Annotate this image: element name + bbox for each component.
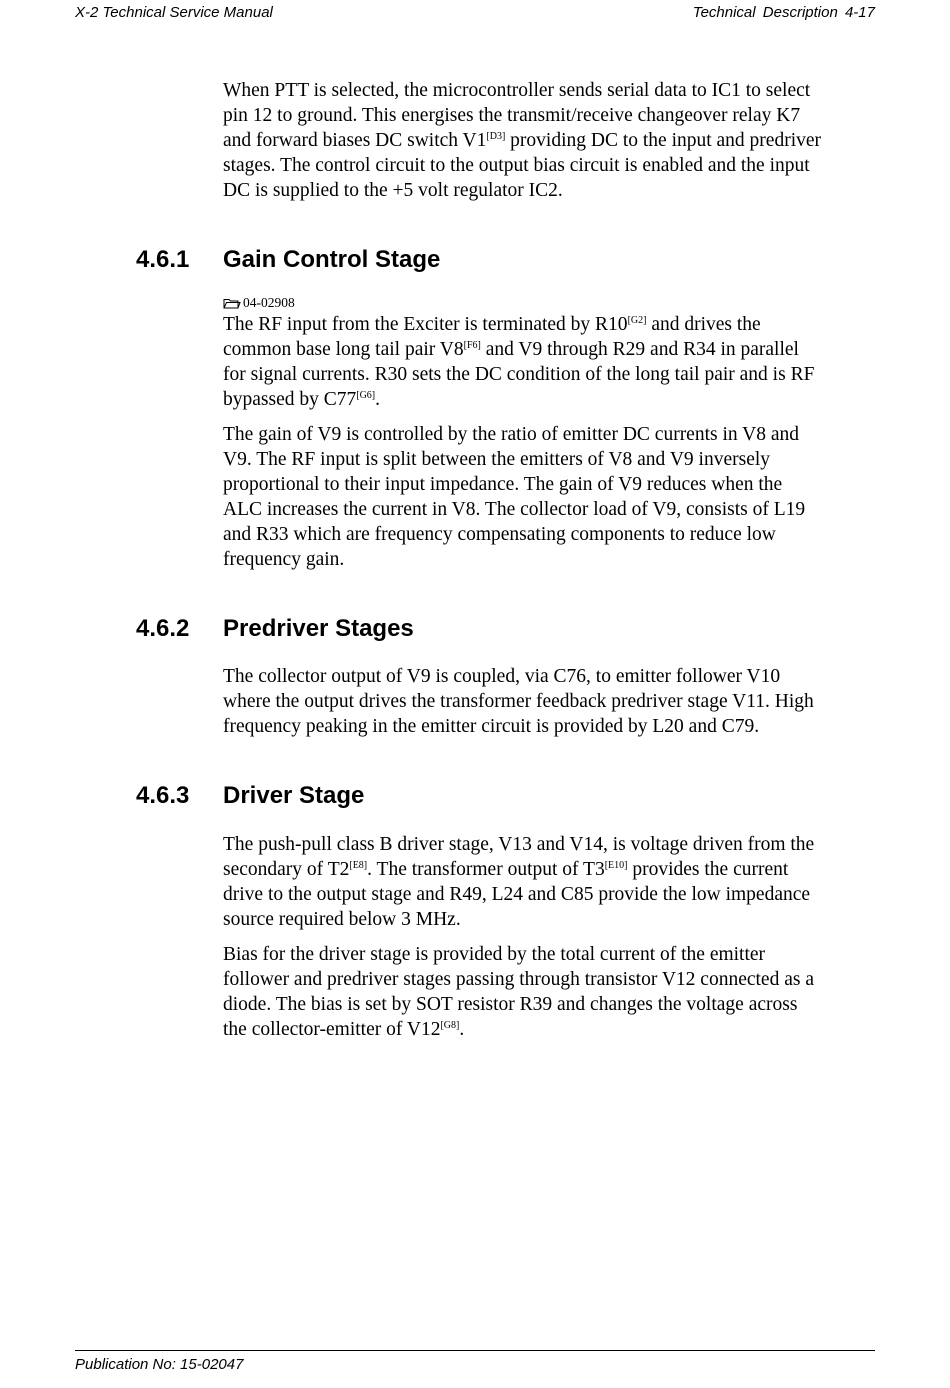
text-line: When PTT is selected, the microcontroller sends serial data to IC1 to select — [223, 80, 811, 101]
text-line: Bias for the driver stage is provided by the total current of the emitter — [223, 944, 766, 965]
grid-reference: [G2] — [627, 315, 647, 326]
text-line: The RF input from the Exciter is terminated by R10 — [223, 314, 628, 335]
text-line: The gain of V9 is controlled by the ratio of emitter DC currents in V8 and — [223, 424, 800, 445]
grid-reference: [D3] — [486, 131, 506, 142]
text-line: where the output drives the transformer feedback predriver stage V11. High — [223, 691, 814, 712]
section-heading-driver — [136, 781, 364, 811]
text-line: bypassed by C77 — [223, 389, 357, 410]
footer-publication-number: Publication No: 15-02047 — [75, 1356, 244, 1373]
section-number: 4.6.1 — [136, 246, 190, 273]
text-line: and forward biases DC switch V1 — [223, 130, 487, 151]
intro-paragraph — [223, 78, 873, 203]
text-line: frequency peaking in the emitter circuit is provided by L20 and C79. — [223, 716, 760, 737]
drawing-number: 04-02908 — [243, 295, 295, 310]
grid-reference: [E10] — [604, 860, 628, 871]
driver-paragraph-2 — [223, 942, 873, 1042]
text-line: common base long tail pair V8 — [223, 339, 464, 360]
text-line: source required below 3 MHz. — [223, 909, 461, 930]
section-heading-gain-control — [136, 245, 440, 275]
text-line: The collector output of V9 is coupled, via C76, to emitter follower V10 — [223, 666, 781, 687]
text-line: . The transformer output of T3 — [367, 859, 605, 880]
gain-control-paragraph-2 — [223, 422, 873, 572]
text-line: diode. The bias is set by SOT resistor R39 and changes the voltage across — [223, 994, 798, 1015]
text-line: follower and predriver stages passing through transistor V12 connected as a — [223, 969, 814, 990]
gain-control-paragraph-1 — [223, 312, 873, 412]
section-title: Driver Stage — [223, 782, 365, 809]
text-line: and drives the — [646, 314, 761, 335]
text-line: DC is supplied to the +5 volt regulator IC2. — [223, 180, 563, 201]
text-line: drive to the output stage and R49, L24 and C85 provide the low impedance — [223, 884, 811, 905]
text-line: . — [459, 1019, 465, 1040]
grid-reference: [G8] — [440, 1020, 460, 1031]
text-line: and V9 through R29 and R34 in parallel — [480, 339, 799, 360]
section-title: Predriver Stages — [223, 615, 414, 642]
folder-icon — [223, 297, 241, 309]
driver-paragraph-1 — [223, 832, 873, 932]
header-manual-title: X-2 Technical Service Manual — [75, 4, 273, 21]
drawing-reference — [223, 295, 295, 311]
grid-reference: [E8] — [349, 860, 368, 871]
text-line: frequency gain. — [223, 549, 345, 570]
footer-divider — [75, 1350, 875, 1351]
text-line: providing DC to the input and predriver — [505, 130, 822, 151]
text-line: V9. The RF input is split between the emitters of V8 and V9 inversely — [223, 449, 771, 470]
header-page-label: Technical Description 4-17 — [692, 4, 875, 21]
section-number: 4.6.3 — [136, 782, 190, 809]
section-number: 4.6.2 — [136, 615, 190, 642]
text-line: pin 12 to ground. This energises the transmit/receive changeover relay K7 — [223, 105, 801, 126]
text-line: The push-pull class B driver stage, V13 and V14, is voltage driven from the — [223, 834, 815, 855]
text-line: for signal currents. R30 sets the DC condition of the long tail pair and is RF — [223, 364, 815, 385]
text-line: secondary of T2 — [223, 859, 350, 880]
text-line: ALC increases the current in V8. The collector load of V9, consists of L19 — [223, 499, 806, 520]
grid-reference: [G6] — [356, 390, 376, 401]
text-line: provides the current — [627, 859, 789, 880]
text-line: . — [375, 389, 381, 410]
text-line: and R33 which are frequency compensating components to reduce low — [223, 524, 776, 545]
text-line: proportional to their input impedance. The gain of V9 reduces when the — [223, 474, 783, 495]
text-line: stages. The control circuit to the output bias circuit is enabled and the input — [223, 155, 810, 176]
text-line: the collector-emitter of V12 — [223, 1019, 441, 1040]
section-title: Gain Control Stage — [223, 246, 441, 273]
section-heading-predriver — [136, 614, 414, 644]
grid-reference: [F6] — [463, 340, 481, 351]
predriver-paragraph — [223, 664, 873, 739]
